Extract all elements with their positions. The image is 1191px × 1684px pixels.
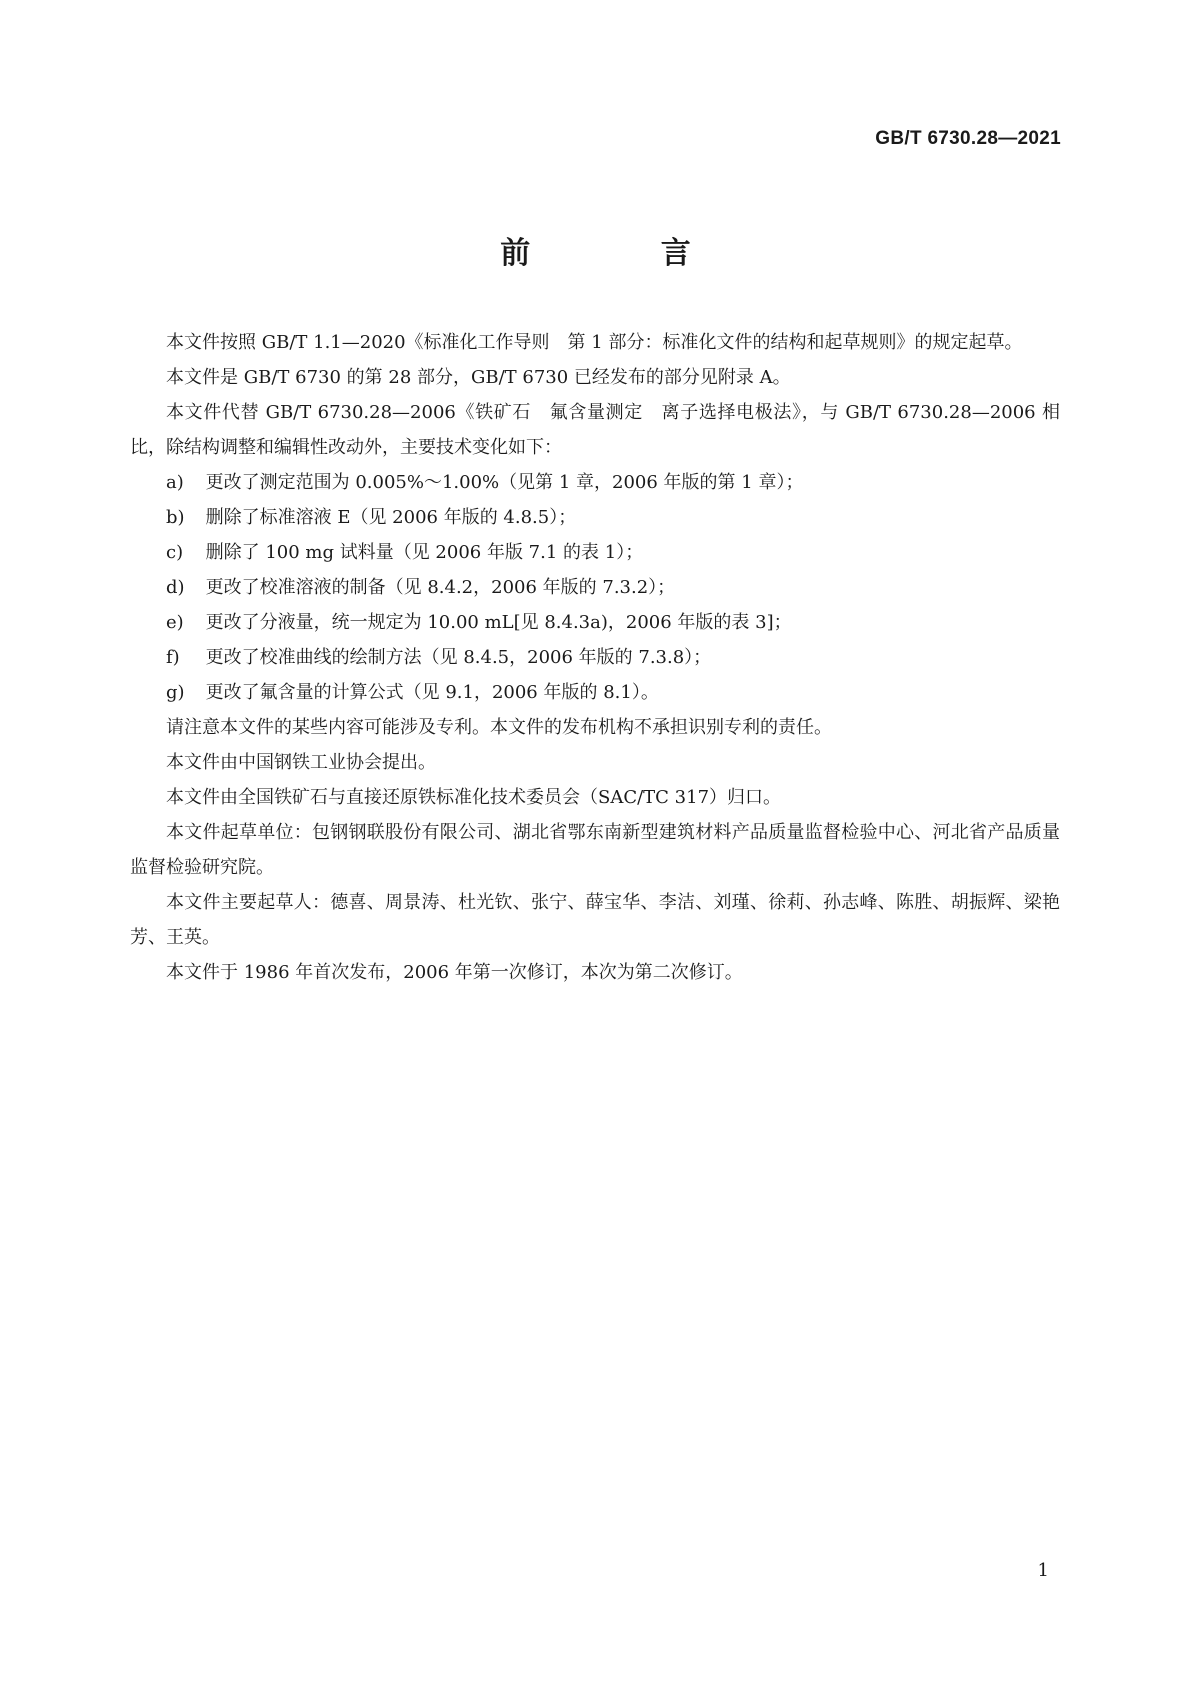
list-item: [130, 570, 1060, 605]
list-item-label: a): [166, 472, 184, 493]
list-item: [130, 640, 1060, 675]
list-item-label: e): [166, 612, 184, 633]
list-item-label: f): [166, 647, 180, 668]
list-item-text: 删除了标准溶液 E（见 2006 年版的 4.8.5）；: [205, 507, 577, 528]
page-number: 1: [1037, 1560, 1049, 1581]
document-code: GB/T 6730.28—2021: [875, 128, 1061, 149]
list-item: [130, 675, 1060, 710]
list-item: [130, 465, 1060, 500]
list-item: [130, 500, 1060, 535]
list-item-text: 更改了校准溶液的制备（见 8.4.2，2006 年版的 7.3.2）；: [205, 577, 676, 598]
paragraph-patent-notice: 请注意本文件的某些内容可能涉及专利。本文件的发布机构不承担识别专利的责任。: [166, 717, 832, 738]
paragraph-drafting-units: 本文件起草单位：包钢钢联股份有限公司、湖北省鄂东南新型建筑材料产品质量监督检验中心、河北省产品质量监督检验研究院。: [130, 822, 1060, 878]
page-title: 前 言: [500, 236, 751, 271]
list-item-text: 更改了校准曲线的绘制方法（见 8.4.5，2006 年版的 7.3.8）；: [205, 647, 712, 668]
paragraph-drafters: 本文件主要起草人：德喜、周景涛、杜光钦、张宁、薛宝华、李洁、刘瑾、徐莉、孙志峰、陈胜、胡振辉、梁艳芳、王英。: [130, 892, 1060, 948]
paragraph-series-part: 本文件是 GB/T 6730 的第 28 部分，GB/T 6730 已经发布的部分见附录 A。: [166, 367, 791, 388]
list-item-label: g): [166, 682, 185, 703]
list-item-text: 删除了 100 mg 试料量（见 2006 年版 7.1 的表 1）；: [205, 542, 644, 563]
list-item-text: 更改了氟含量的计算公式（见 9.1，2006 年版的 8.1）。: [205, 682, 659, 703]
paragraph-replaces: 本文件代替 GB/T 6730.28—2006《铁矿石 氟含量测定 离子选择电极法》，与 GB/T 6730.28—2006 相比，除结构调整和编辑性改动外，主要技术变化如下：: [130, 402, 1060, 458]
list-item: [130, 605, 1060, 640]
paragraph-history: 本文件于 1986 年首次发布，2006 年第一次修订，本次为第二次修订。: [166, 962, 743, 983]
foreword-body: [130, 325, 1060, 990]
paragraph-drafting-rules: 本文件按照 GB/T 1.1—2020《标准化工作导则 第 1 部分：标准化文件的结构和起草规则》的规定起草。: [166, 332, 1023, 353]
list-item-label: c): [166, 542, 184, 563]
paragraph-administered-by: 本文件由全国铁矿石与直接还原铁标准化技术委员会（SAC/TC 317）归口。: [166, 787, 782, 808]
list-item: [130, 535, 1060, 570]
list-item-text: 更改了分液量，统一规定为 10.00 mL[见 8.4.3a)，2006 年版的表 3]；: [205, 612, 792, 633]
list-item-label: b): [166, 507, 185, 528]
list-item-text: 更改了测定范围为 0.005%～1.00%（见第 1 章，2006 年版的第 1 章）；: [205, 472, 804, 493]
paragraph-proposed-by: 本文件由中国钢铁工业协会提出。: [166, 752, 436, 773]
changes-list: [130, 465, 1060, 710]
list-item-label: d): [166, 577, 185, 598]
